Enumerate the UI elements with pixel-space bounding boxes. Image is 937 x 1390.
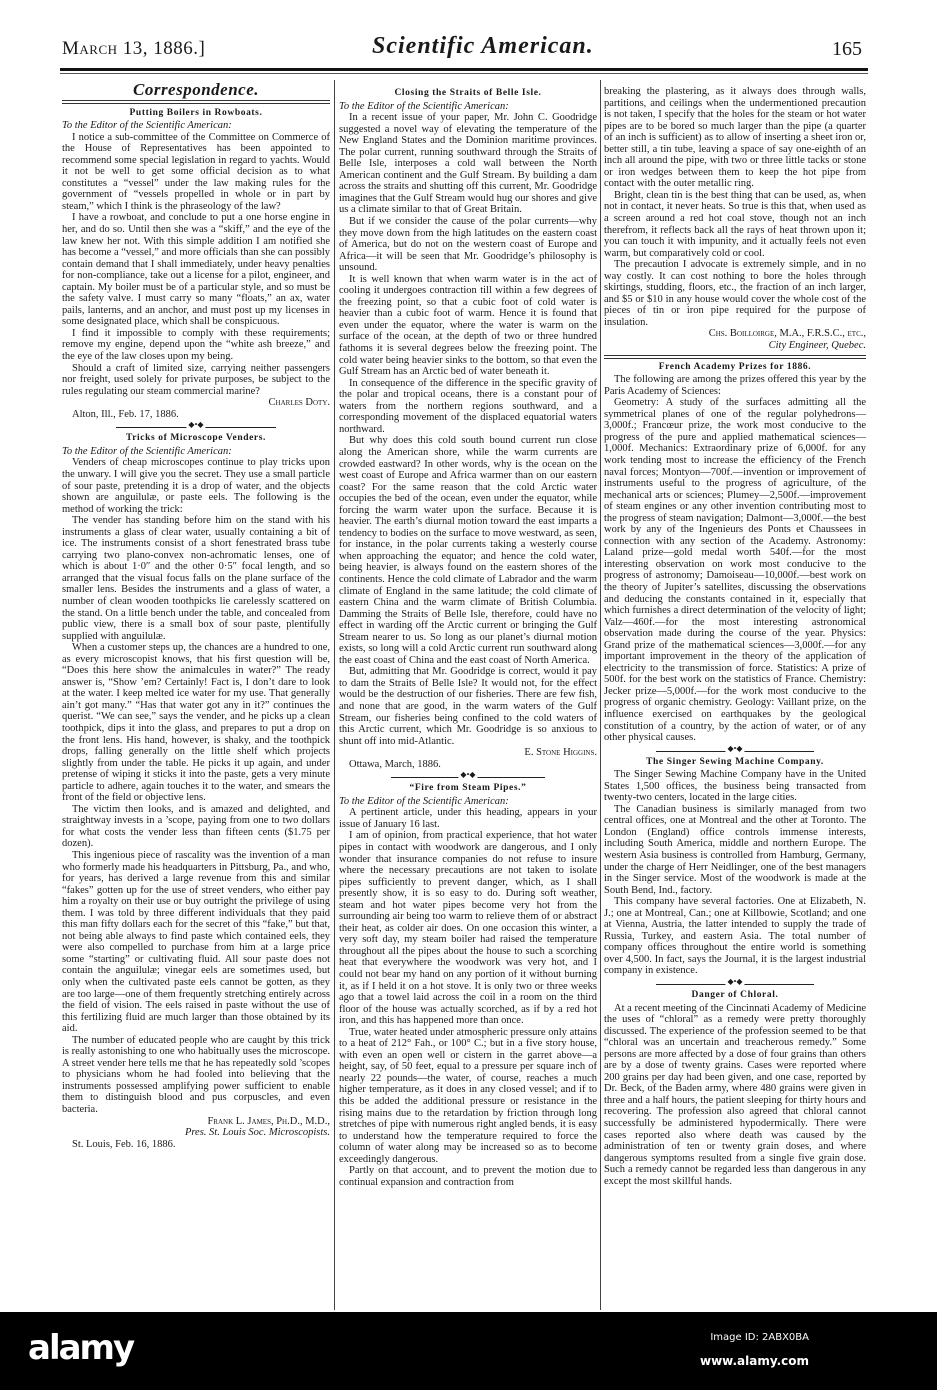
paragraph: The Canadian business is similarly managed from two central offices, one at Montreal and the other at Toronto. The London (England) office controls immense interests, including South America, middle and northern Europe. The western Asia business is controlled from Hamburg, Germany, under the charge of Herr Neidlinger, one of the best managers in the Singer service. Most of the woodwork is made at the South Bend, Ind., factory.	[604, 803, 866, 896]
column-2	[339, 86, 597, 1188]
section-heading: Correspondence.	[132, 80, 260, 99]
issue-date: March 13, 1886.]	[62, 38, 206, 59]
article-french-academy	[604, 362, 866, 744]
paragraph: Should a craft of limited size, carrying neither passengers nor freight, used solely for private purposes, be subject to the rules regulating our steam commercial marine?	[62, 362, 330, 397]
salutation: To the Editor of the Scientific American:	[62, 445, 232, 457]
ornament-divider	[116, 423, 277, 431]
paragraph: I find it impossible to comply with these requirements; remove my engine, depend upon the “white ash breeze,” and the eye of the law closes upon my being.	[62, 327, 330, 363]
paragraph: It is well known that when warm water is in the act of cooling it undergoes contraction till within a few degrees of the freezing point, so that a cubic foot of cold water is heavier than a cubic foot of warm. Hence it is found that even under the equator, where the water is warm on the surface of the ocean, at the depth of two or three hundred fathoms it is several degrees below the freezing point. The cold water being heavier sinks to the bottom, so that even the Gulf Stream has an Arctic bed of water beneath it.	[339, 273, 597, 378]
article-title: Closing the Straits of Belle Isle.	[394, 88, 542, 98]
paragraph: The following are among the prizes offered this year by the Paris Academy of Sciences:	[604, 374, 866, 397]
paragraph: When a customer steps up, the chances are a hundred to one, as every microscopist knows, that his first question will be, “Does this here show the animalcules in water?” The ready answer is, “Show ’em? Certainly! Fact is, I don’t dare to look at the water. I keep melted ice water for my use. That generally ain’t got many.” “Has that water got any in it?” continues the querist. “We can see,” says the vender, and he picks up a clean toothpick, dips it into the glass, and prepares to put a drop on the front lens. His hand, however, is shaky, and the toothpick drops, falling generally on the little shelf which projects slightly from under the table. He picks it up again, and under pretense of wiping it sticks it into the paste, gets a very minute particle to adhere, again touches it to the water, and smears the front of the field or objective lens.	[62, 642, 330, 804]
column-1	[62, 80, 330, 1150]
article-chloral	[604, 990, 866, 1187]
ornament-divider	[656, 980, 813, 988]
signature: Frank L. James, Ph.D., M.D.,	[207, 1115, 330, 1127]
article-title: “Fire from Steam Pipes.”	[409, 783, 527, 794]
article-rowboats	[62, 108, 330, 421]
paragraph: Partly on that account, and to prevent the motion due to continual expansion and contraction from	[339, 1165, 597, 1188]
signature: Chs. Boilloirge, M.A., F.R.S.C., etc.,	[708, 328, 866, 340]
article-steam-pipes-continued	[604, 86, 866, 352]
paragraph: The precaution I advocate is extremely simple, and in no way costly. It can cost nothing to bore the holes through skirtings, studding, floors, etc., the fraction of an inch larger, and $5 or $10 in any house would cover the whole cost of the pieces of tin or iron pipe required for the purpose of insulation.	[604, 259, 866, 328]
article-steam-pipes	[339, 783, 597, 1188]
paragraph: Bright, clean tin is the best thing that can be used, as, when not in contact, it never heats. So true is this that, when used as a screen around a red hot coal stove, though not an inch therefrom, it reflects back all the rays of heat thrown upon it; you can touch it with impunity, and it actually feels not even warm, but comparatively cold or cool.	[604, 189, 866, 259]
alamy-logo: alamy	[28, 1328, 134, 1368]
paragraph: Geometry: A study of the surfaces admitting all the symmetrical planes of one of the regular polyhedrons—3,000f.; Francœur prize, the work most conducive to the progress of the pure and applied mathematical sciences—1,000f. Mechanics: Extraordinary prize of 6,000f. for any work tending most to increase the efficiency of the French naval forces; Montyon—700f.—invention or improvement of instruments useful to the progress of agriculture, of the mechanical arts or sciences; Plumey—2,500f.—improvement of steam engines or any other invention contributing most to the progress of steam navigation; Dalmont—3,000f.—the best work by any of the Ingenieurs des Ponts et Chaussees in connection with any section of the Academy. Astronomy: Laland prize—gold medal worth 540f.—for the most interesting observation on work most conducive to the progress of astronomy; Damoiseau—10,000f.—best work on the theory of Jupiter’s satellites, discussing the observations and deducing the constants contained in it, especially that which furnishes a direct determination of the velocity of light; Valz—460f.—for the most interesting astronomical observation made during the course of the year. Physics: Grand prize of the mathematical sciences—3,000f.—for any important improvement in the theory of the application of electricity to the transmission of force. Statistics: A prize of 500f. for the best work on the statistics of France. Chemistry: Jecker prize—5,000f.—for the work most conducive to the progress of organic chemistry. Geology: Vaillant prize, on the influence exercised on earthquakes by the geological constitution of a country, by the action of water, or of any other physical causes.	[604, 397, 866, 744]
article-singer	[604, 757, 866, 977]
paragraph: But why does this cold south bound current run close along the American shore, while the warm currents are crowded eastward? In other words, why is the ocean on the west coast of Europe and Africa warmer than on our eastern coast? For the same reason that the cold Arctic water occupies the bed of the ocean, even under the equator, while forcing the warm water upon the surface. Because it is heavier. The earth’s diurnal motion toward the east imparts a tendency to bodies on the surface to move westward, as seen, for instance, in the polar currents taking a westerly course when approaching the equator; and hence the cold water, being heavier, is always found on the eastern shores of the continents. Hence the cold climate of Labrador and the warm climate of England in the same latitude; the cold climate of eastern China and the warm climate of British Columbia. Damming the Straits of Belle Isle, therefore, could have no effect in warding off the Arctic current or bringing the Gulf Stream nearer to us. So long as our planet’s diurnal motion exists, so long will a cold Arctic current run southward along the east coast of China and the east coast of North America.	[339, 435, 597, 666]
paragraph: At a recent meeting of the Cincinnati Academy of Medicine the uses of “chloral” as a remedy were pretty thoroughly discussed. The experience of the profession seemed to be that “chloral was an uncertain and treacherous remedy.” Some persons are more affected by a dose of four grains than others are by a dose of twenty grains. Cases were reported where 200 grains per day had been given, and one case, reported by Dr. Beck, of the Baden army, where 480 grains were given in three and a half hours, the patient sleeping for thirty hours and recovering. The profession also agreed that chloral cannot successfully be administered hypodermically. There were cases reported also where death was caused by the administration of ten or twenty grain doses, and where dangerous symptoms resulted from a single five grain dose. Such a remedy cannot be regarded less than dangerous in any except the most skillful hands.	[604, 1002, 866, 1187]
paragraph: The vender has standing before him on the stand with his instruments a glass of clear water, usually containing a bit of ice. The instruments consist of a short fenestrated brass tube carrying two plano-convex non-achromatic lenses, one of which is about 1·0″ and the other 0·5″ focal length, and so arranged that the visual focus falls on the plane surface of the smaller lens. Besides the instruments and a glass of water, a number of clean wooden toothpicks lie carelessly scattered on the stand. On a little bench under the table, and concealed from public view, there is a small box of sour paste, plentifully supplied with anguilulæ.	[62, 515, 330, 642]
paragraph: I have a rowboat, and conclude to put a one horse engine in her, and do so. Until then she was a “skiff,” and the eye of the law knew her not. With this simple addition I am notified she has become a “vessel,” and more officials than she can possibly contain demand that I shall immediately, under heavy penalties for non-compliance, take out a license for a pilot, engineer, and captain. My boiler must be of a particular style, and so must be the safety valve. I must carry so many “floats,” an ax, water pails, lanterns, and an anchor, and must post up my licenses in some designated place, which shall be conspicuous.	[62, 212, 330, 328]
column-3	[604, 86, 866, 1187]
signature: Charles Doty.	[268, 397, 330, 409]
article-microscope-venders	[62, 433, 330, 1150]
masthead: Scientific American.	[372, 33, 594, 59]
paragraph: The number of educated people who are caught by this trick is really astonishing to one who habitually uses the microscope. A street vender here tells me that he has repeatedly sold ’scopes to physicians whom he had fooled into believing that the instruments possessed amplifying power sufficient to enable them to distinguish blood and pus corpuscles, and even bacteria.	[62, 1034, 330, 1116]
paragraph: The Singer Sewing Machine Company have in the United States 1,500 offices, the business being transacted from twenty-two centers, located in the large cities.	[604, 769, 866, 804]
paragraph: The victim then looks, and is amazed and delighted, and straightway invests in a ’scope, paying from one to two dollars for what costs the vender less than fifteen cents ($1.75 per dozen).	[62, 803, 330, 850]
paragraph: breaking the plastering, as it always does through walls, partitions, and ceilings when the undermentioned precaution is not taken, I specify that the holes for the steam or hot water pipes are to be bored so much larger than the pipe (a quarter of an inch is sufficient) as to allow of inserting a sheet iron or, better still, a tin tube, leaving a space of say one-eighth of an inch all around the pipe, with two or three little tacks or stone or iron wedges between them to keep the hot pipe from contact with the outer metallic ring.	[604, 86, 866, 190]
dateline: Alton, Ill., Feb. 17, 1886.	[72, 408, 179, 420]
signature-title: City Engineer, Quebec.	[768, 340, 866, 352]
article-title: The Singer Sewing Machine Company.	[646, 756, 824, 767]
article-title: French Academy Prizes for 1886.	[658, 361, 812, 372]
column-divider	[600, 80, 601, 1310]
paragraph: I notice a sub-committee of the Committee on Commerce of the House of Representatives has been appointed to recommend some special legislation in regard to yachts. Would it not be well to get some official decision as to what constitutes a “vessel” under the law making rules for the government of “vessels propelled in whole or in part by steam,” which I think is the phraseology of the law?	[62, 131, 330, 212]
paragraph: This ingenious piece of rascality was the invention of a man who formerly made his headquarters in Pittsburg, Pa., and who, for years, has derived a large revenue from this and similar “fakes” gotten up for the use of street venders, who either pay him a royalty on their use or buy outright the privilege of using them. I was told by three different individuals that they paid this man fifty dollars each for the secret of this “fake,” but that, not being able always to find paste which contained eels, they were also compelled to purchase from him at a large price some “starting” or cultivating fluid. All sour paste does not contain the anguilulæ; vinegar eels are sometimes used, but only when the cultivated paste eels cannot be gotten, as they are too large—one of them frequently stretching entirely across the field of vision. The eels raised in paste without the use of this fertilizing fluid are much larger than those obtained by its aid.	[62, 850, 330, 1035]
ornament-divider	[391, 773, 546, 781]
image-id: Image ID: 2ABX0BA	[710, 1332, 809, 1343]
paragraph: But if we consider the cause of the polar currents—why they move down from the high latitudes on the eastern coast of America, but do not on the western coast of Europe and Africa—it will be seen that Mr. Goodridge’s philosophy is unsound.	[339, 216, 597, 274]
paragraph: I am of opinion, from practical experience, that hot water pipes in contact with woodwork are dangerous, and I only wonder that insurance companies do not refuse to insure where the necessary precautions are not taken to isolate pipes sufficiently to prevent danger, which, as I shall presently show, it is so easy to do. During soft weather, steam and hot water pipes become very hot from the surrounding air being too warm to relieve them of or abstract their heat, as colder air does. On one occasion this winter, a very soft day, my steam boiler had raised the temperature throughout all the pipes about the house to such a scorching heat that everywhere the woodwork was very hot, and I could not bear my hand on any portion of it without burning it, as if I held it on a hot stove. It is only two or three weeks ago that a towel laid across the coil in a room on the third floor of the house was actually scorched, as if by a red hot iron, and this has happened more than once.	[339, 830, 597, 1027]
salutation: To the Editor of the Scientific American:	[62, 120, 232, 132]
article-title: Putting Boilers in Rowboats.	[129, 107, 263, 118]
salutation: To the Editor of the Scientific American:	[339, 100, 509, 112]
column-divider	[334, 80, 335, 1310]
paragraph: Venders of cheap microscopes continue to play tricks upon the unwary. I will give you the secret. They use a small particle of sour paste, pretending it is a drop of water, and the objects shown are anguilulæ, or paste eels. The following is the method of working the trick:	[62, 457, 330, 515]
article-belle-isle	[339, 88, 597, 770]
paragraph: A pertinent article, under this heading, appears in your issue of January 16 last.	[339, 807, 597, 830]
dateline: Ottawa, March, 1886.	[349, 758, 441, 770]
ornament-divider	[656, 747, 813, 755]
paragraph: This company have several factories. One at Elizabeth, N. J.; one at Montreal, Can.; one at Killbowie, Scotland; and one at Vienna, Austria, the latter intended to supply the trade of Russia, Turkey, and eastern Asia. The total number of company offices throughout the entire world is something over 4,500. In fact, says the Journal, it is the largest industrial company in existence.	[604, 896, 866, 977]
article-end-rule	[604, 355, 866, 359]
header-rule	[60, 68, 868, 71]
signature-title: Pres. St. Louis Soc. Microscopists.	[184, 1127, 330, 1139]
paragraph: But, admitting that Mr. Goodridge is correct, would it pay to dam the Straits of Belle Isle? It would not, for the effect would be the destruction of our fisheries. There are few fish, and none that are good, in the warm waters of the Gulf Stream, our fisheries being confined to the cold waters of this Arctic current, which Mr. Goodridge is so anxious to shunt off into mid-Atlantic.	[339, 666, 597, 747]
section-rule	[62, 100, 330, 104]
watermark-url: www.alamy.com	[699, 1354, 809, 1368]
signature: E. Stone Higgins.	[524, 747, 597, 759]
salutation: To the Editor of the Scientific American:	[339, 795, 509, 807]
paragraph: In consequence of the difference in the specific gravity of the polar and tropical oceans, there is a constant pour of waters from the northern regions southward, and a corresponding movement of the displaced equatorial waters northward.	[339, 377, 597, 435]
article-title: Danger of Chloral.	[691, 990, 779, 1001]
watermark-band	[0, 1312, 937, 1390]
paragraph: In a recent issue of your paper, Mr. John C. Goodridge suggested a novel way of elevating the temperature of the New England States and the Dominion maritime provinces. The polar current, running southward through the Straits of Belle Isle, interposes a cold wall between the North American continent and the Gulf Stream. By building a dam across the straits and shutting off this current, Mr. Goodridge imagines that the Gulf Stream would hug our shores and give us a climate similar to that of Great Britain.	[339, 112, 597, 216]
article-title: Tricks of Microscope Venders.	[125, 433, 266, 444]
paragraph: True, water heated under atmospheric pressure only attains to a heat of 212° Fah., or 100° C.; but in a five story house, with even an open well or cistern in the garret above—a height, say, of 50 feet, equal to a pressure per square inch of nearly 22 pounds—the water, of course, reaches a much higher temperature, as it does in any closed vessel; and if to this be added the additional pressure or resistance in the rising mains due to the retardation by friction through long stretches of pipe with numerous right angled bends, it is easy to understand how the temperature required to force the column of water along may be increased so as to become exceedingly dangerous.	[339, 1026, 597, 1165]
dateline: St. Louis, Feb. 16, 1886.	[72, 1138, 176, 1150]
page-number: 165	[832, 38, 862, 60]
header-rule-thin	[60, 73, 868, 74]
